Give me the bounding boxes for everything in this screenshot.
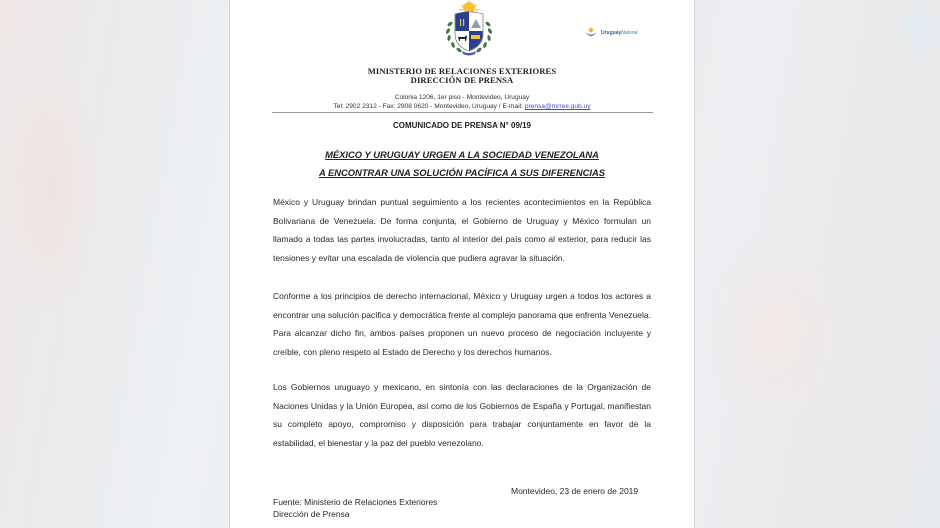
source-block [273, 496, 437, 520]
document-page [229, 0, 695, 528]
press-release-number: COMUNICADO DE PRENSA N° 09/19 [392, 121, 532, 130]
source-line-2: Dirección de Prensa [273, 509, 350, 519]
department-name: DIRECCIÓN DE PRENSA [410, 75, 514, 85]
headline-line-2: A ENCONTRAR UNA SOLUCIÓN PACÍFICA A SUS DIFERENCIAS [318, 167, 606, 178]
background-tint [900, 0, 940, 60]
contact-text: Tel: 2902 2312 - Fax: 2908 0620 - Montevideo, Uruguay / E-mail: [333, 103, 525, 110]
address-line: Colonia 1206, 1er piso - Montevideo, Uruguay [394, 94, 530, 101]
uruguay-natural-sun-icon [584, 26, 598, 40]
header-divider [272, 112, 653, 113]
body-paragraph-1: México y Uruguay brindan puntual seguimiento a los recientes acontecimientos en la República Bolivariana de Venezuela. De forma conjunta, el Gobierno de Uruguay y México formulan un llamado a todas las partes involucradas, tanto al interior del país como al exterior, para reducir las tensiones y evitar una escalada de violencia que pudiera agravar la situación. [273, 197, 651, 263]
contact-line [230, 103, 694, 110]
ministry-name: MINISTERIO DE RELACIONES EXTERIORES [367, 66, 557, 76]
body-paragraph-3: Los Gobiernos uruguayo y mexicano, en sintonía con las declaraciones de la Organización de Naciones Unidas y la Unión Europea, así como de los Gobiernos de España y Portugal, manifiestan su completo apoyo, compromiso y disposición para trabajar conjuntamente en favor de la estabilidad, el bienestar y la paz del pueblo venezolano. [273, 382, 651, 448]
body-paragraph-2: Conforme a los principios de derecho internacional, México y Uruguay urgen a todos los actores a encontrar una solución pacífica y democrática frente al complejo panorama que enfrenta Venezuela. Para alcanzar dicho fin, ambos países proponen un nuevo proceso de negociación incluyente y creíble, con pleno respeto al Estado de Derecho y los derechos humanos. [273, 291, 651, 357]
brand-logo-text: UruguayNatural [601, 30, 638, 36]
uruguay-natural-logo [584, 24, 654, 42]
background-tint [700, 230, 840, 430]
date-line: Montevideo, 23 de enero de 2019 [511, 486, 639, 496]
uruguay-coat-of-arms-icon [442, 0, 496, 58]
headline-line-1: MÉXICO Y URUGUAY URGEN A LA SOCIEDAD VENEZOLANA [325, 149, 599, 160]
background-tint [0, 60, 100, 320]
email-link[interactable]: prensa@mrree.gub.uy [524, 103, 591, 110]
source-line-1: Fuente: Ministerio de Relaciones Exteriores [273, 497, 438, 507]
